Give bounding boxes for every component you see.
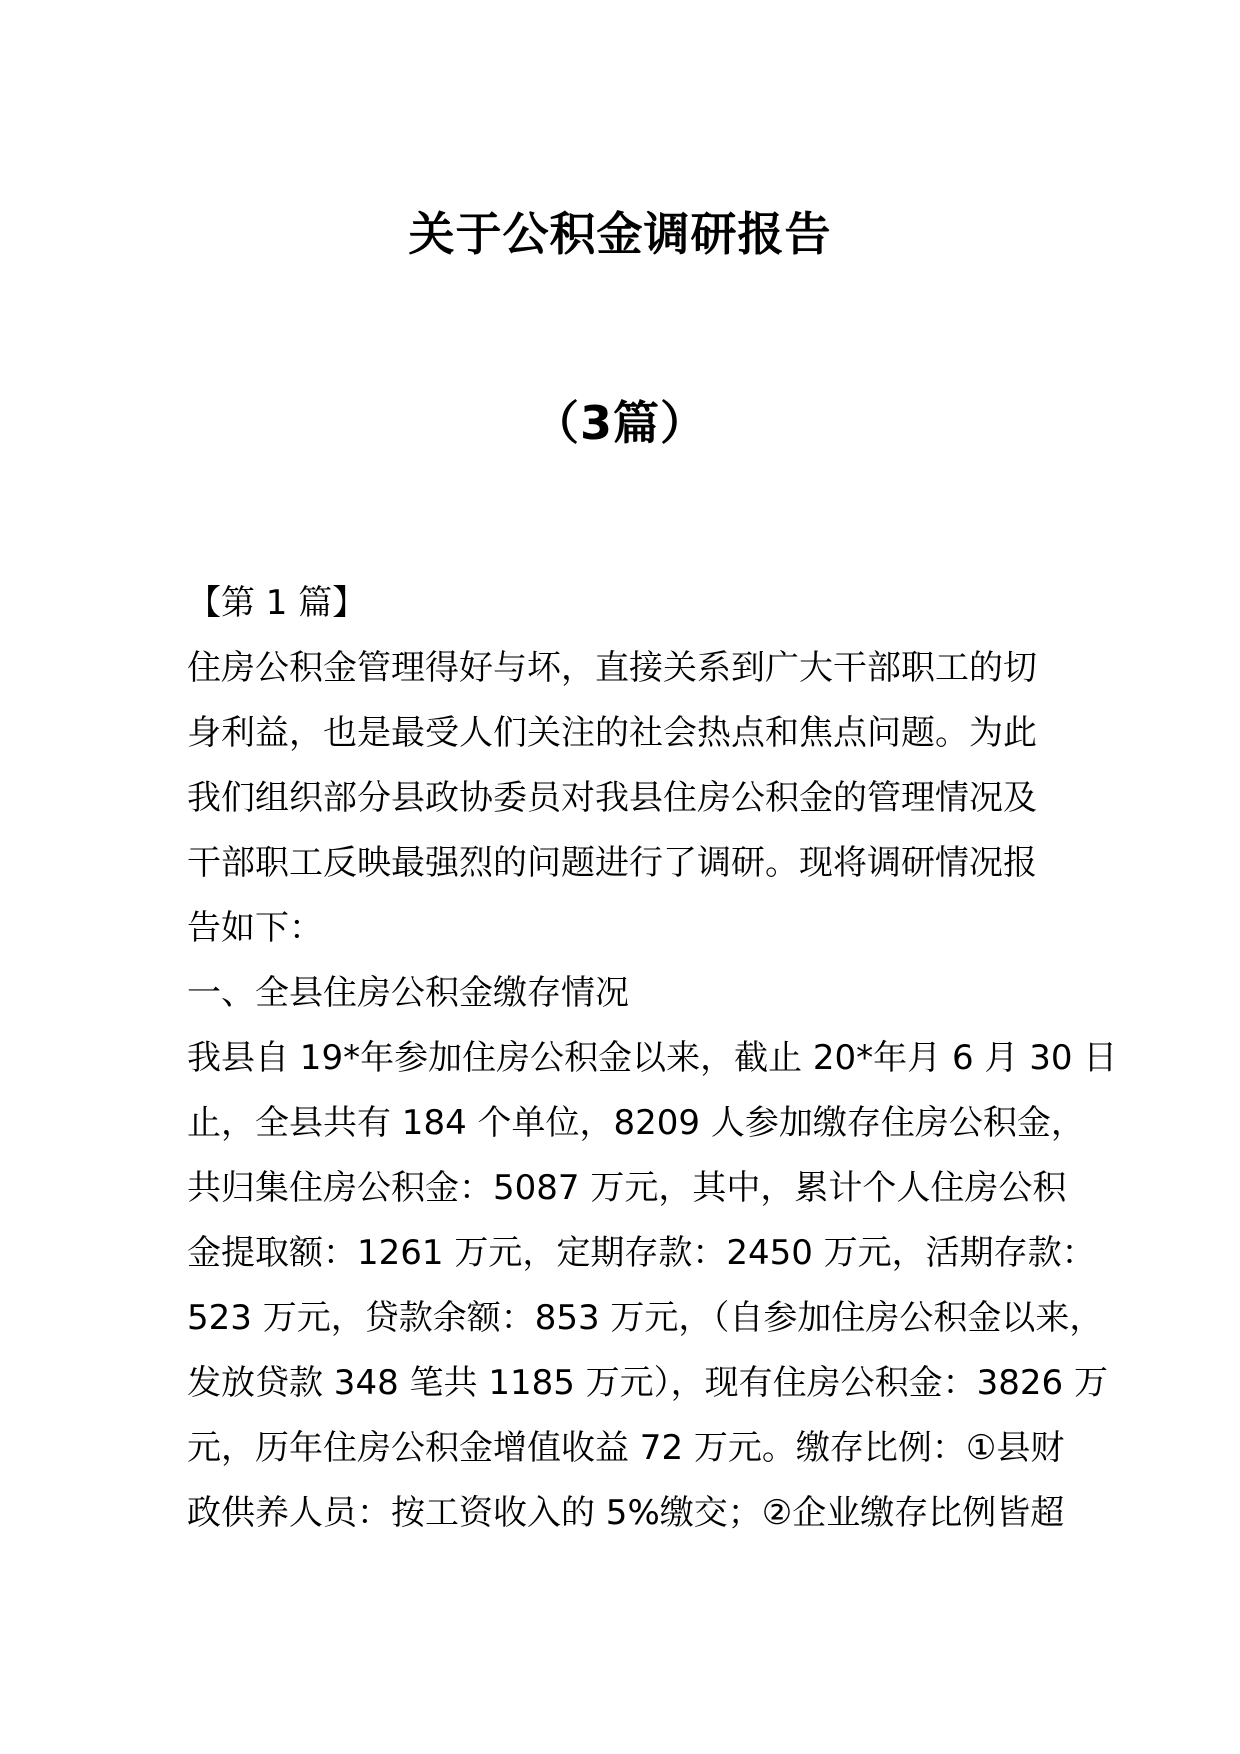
subsection-heading: 一、全县住房公积金缴存情况: [187, 973, 629, 1013]
paragraph-line: 523 万元，贷款余额：853 万元，（自参加住房公积金以来，: [187, 1298, 1104, 1338]
paragraph-line: 身利益，也是最受人们关注的社会热点和焦点问题。为此: [187, 713, 1037, 753]
paragraph-line: 住房公积金管理得好与坏，直接关系到广大干部职工的切: [187, 648, 1037, 688]
document-subtitle: （3篇）: [532, 396, 707, 450]
document-title: 关于公积金调研报告: [408, 207, 832, 261]
paragraph-line: 发放贷款 348 笔共 1185 万元），现有住房公积金：3826 万: [187, 1363, 1108, 1403]
paragraph-line: 金提取额：1261 万元，定期存款：2450 万元，活期存款：: [187, 1233, 1096, 1273]
paragraph-line: 我们组织部分县政协委员对我县住房公积金的管理情况及: [187, 778, 1037, 818]
paragraph-line: 干部职工反映最强烈的问题进行了调研。现将调研情况报: [187, 843, 1037, 883]
section-heading: 【第 1 篇】: [187, 583, 367, 623]
paragraph-line: 我县自 19*年参加住房公积金以来，截止 20*年月 6 月 30 日: [187, 1038, 1118, 1078]
paragraph-line: 止，全县共有 184 个单位，8209 人参加缴存住房公积金，: [187, 1103, 1085, 1143]
paragraph-line: 元，历年住房公积金增值收益 72 万元。缴存比例：①县财: [187, 1428, 1065, 1468]
document-body: [187, 571, 1118, 1546]
paragraph-line: 政供养人员：按工资收入的 5%缴交；②企业缴存比例皆超: [187, 1493, 1065, 1533]
paragraph-line: 告如下：: [187, 908, 323, 948]
paragraph-line: 共归集住房公积金：5087 万元，其中，累计个人住房公积: [187, 1168, 1067, 1208]
